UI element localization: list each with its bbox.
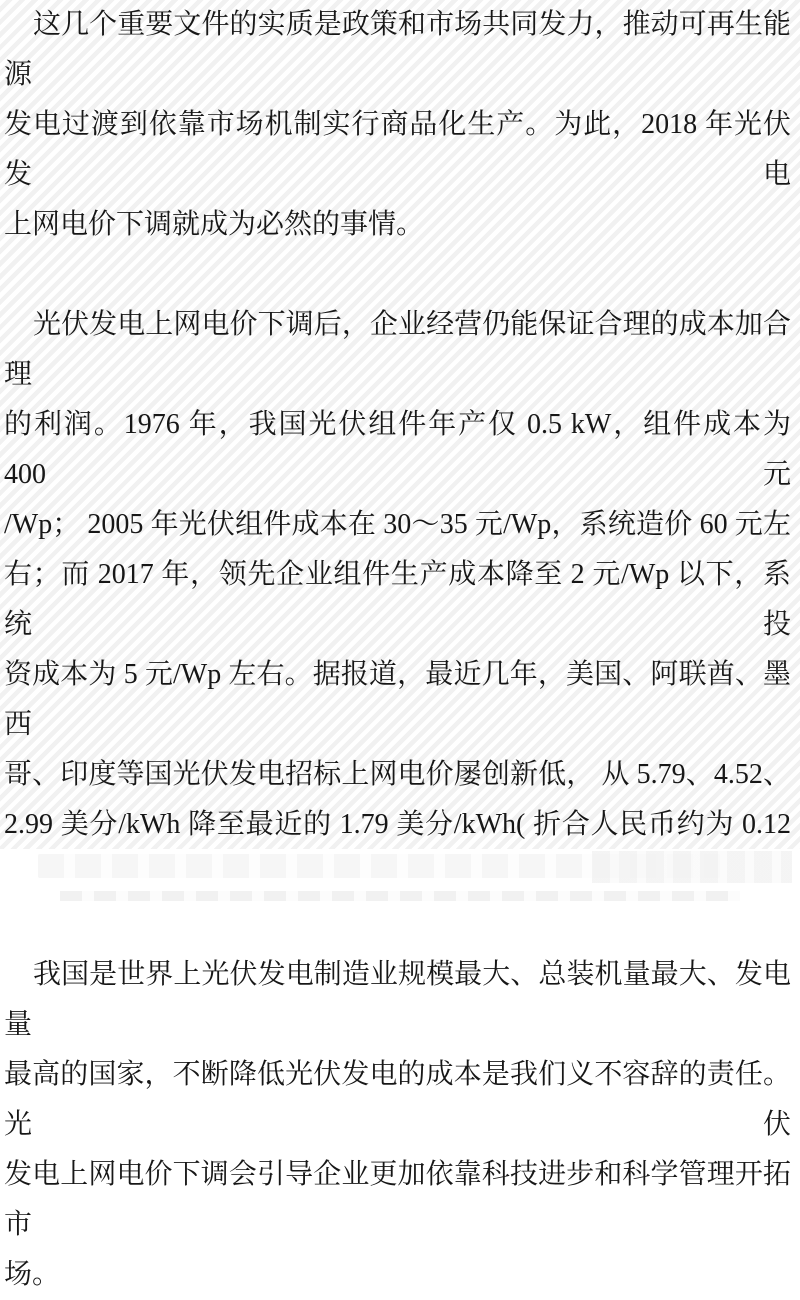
text-line: 右；而 2017 年，领先企业组件生产成本降至 2 元/Wp 以下，系统投 — [4, 559, 791, 640]
text-line: 场。 — [4, 1259, 61, 1290]
text-line: 发电上网电价下调会引导企业更加依靠科技进步和科学管理开拓市 — [4, 1159, 791, 1240]
document-body-text — [4, 0, 791, 1300]
paragraph — [4, 300, 791, 900]
text-line: /Wp； 2005 年光伏组件成本在 30～35 元/Wp，系统造价 60 元左 — [4, 509, 791, 540]
text-line: 光伏发电上网电价下调后，企业经营仍能保证合理的成本加合理 — [4, 309, 791, 390]
text-line: 这几个重要文件的实质是政策和市场共同发力，推动可再生能源 — [4, 9, 791, 90]
text-line: 的利润。1976 年，我国光伏组件年产仅 0.5 kW，组件成本为 400 元 — [4, 409, 791, 490]
paragraph — [4, 0, 791, 250]
faded-text-line — [60, 891, 740, 901]
faded-next-page-preview — [0, 849, 800, 901]
text-line: 最高的国家，不断降低光伏发电的成本是我们义不容辞的责任。光伏 — [4, 1059, 791, 1140]
paragraph — [4, 950, 791, 1300]
faded-text-block — [592, 851, 792, 883]
text-line: 资成本为 5 元/Wp 左右。据报道，最近几年，美国、阿联酋、墨西 — [4, 659, 791, 740]
text-line: 我国是世界上光伏发电制造业规模最大、总装机量最大、发电量 — [4, 959, 791, 1040]
text-line: 2.99 美分/kWh 降至最近的 1.79 美分/kWh( 折合人民币约为 0.12 — [4, 809, 791, 840]
text-line: 发电过渡到依靠市场机制实行商品化生产。为此，2018 年光伏发电 — [4, 109, 791, 190]
text-line: 上网电价下调就成为必然的事情。 — [4, 209, 425, 240]
text-line: 哥、印度等国光伏发电招标上网电价屡创新低， 从 5.79、4.52、 — [4, 759, 791, 790]
